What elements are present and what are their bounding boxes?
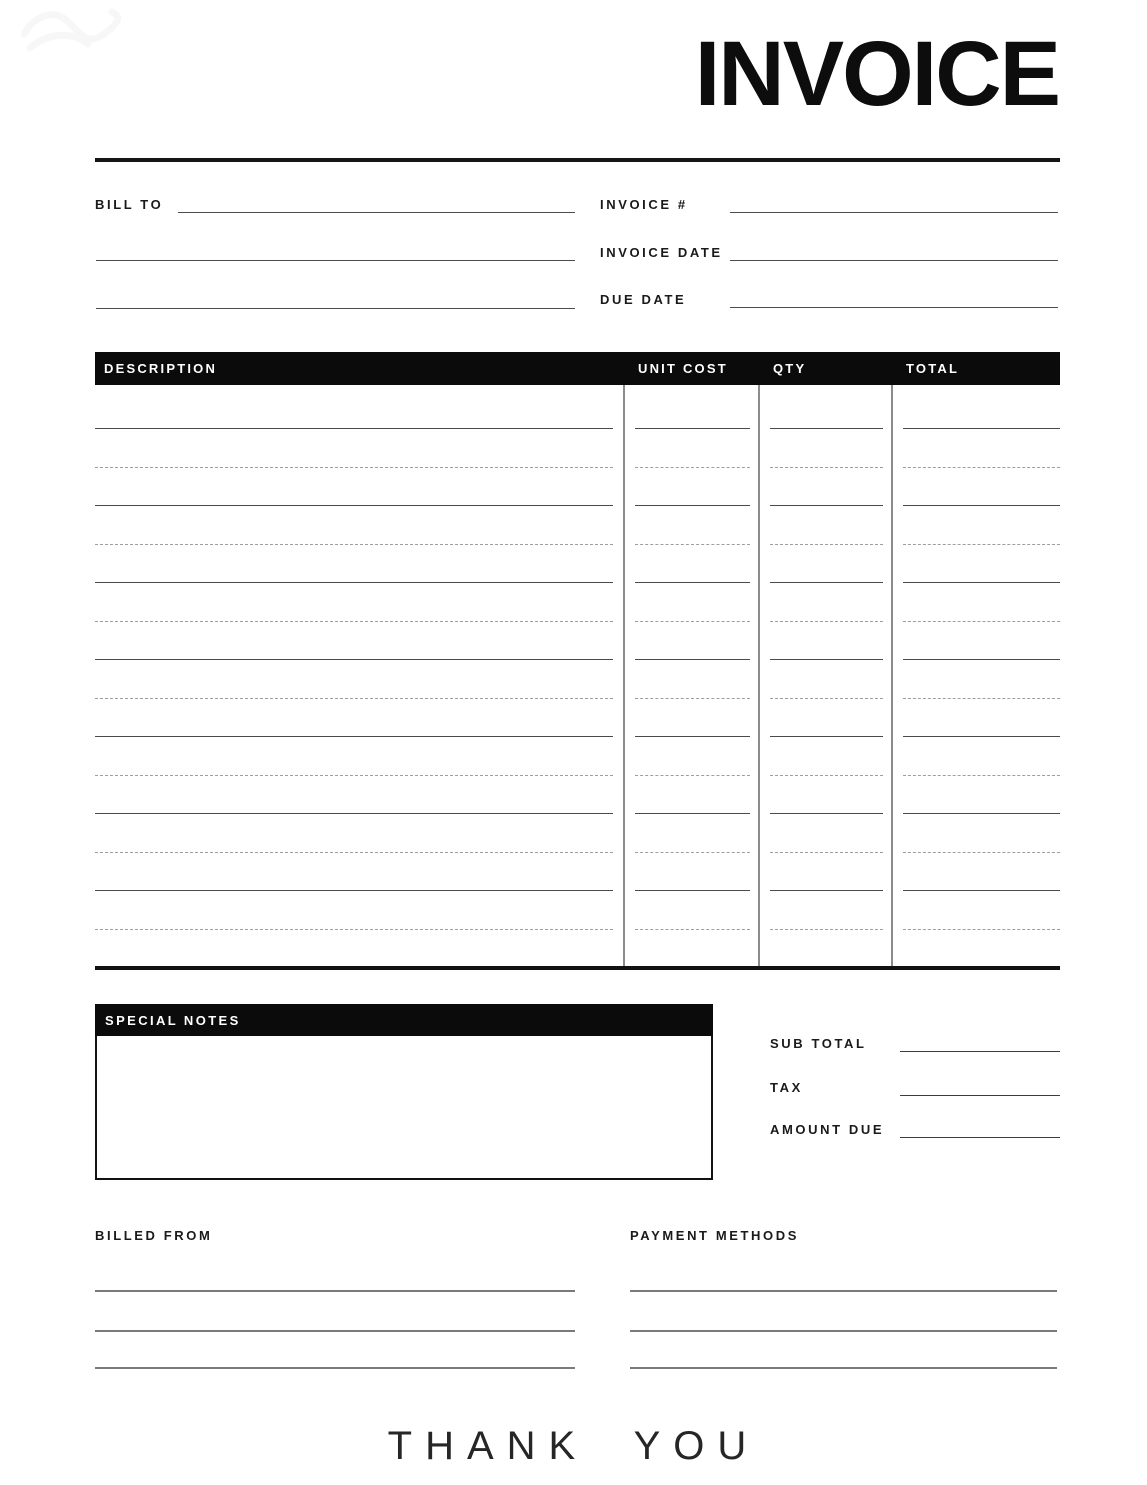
item-total-field[interactable] [893, 622, 1060, 661]
item-row-13 [95, 853, 1060, 892]
item-unit-cost-field[interactable] [625, 468, 760, 507]
item-total-field[interactable] [893, 506, 1060, 545]
item-qty-field[interactable] [760, 699, 893, 738]
item-row-4 [95, 506, 1060, 545]
item-description-field[interactable] [95, 853, 625, 892]
column-divider-1 [623, 385, 625, 966]
item-total-field[interactable] [893, 699, 1060, 738]
invoice-number-row [600, 192, 1058, 213]
item-unit-cost-field[interactable] [625, 814, 760, 853]
payment-methods-label: PAYMENT METHODS [630, 1228, 800, 1243]
invoice-date-field[interactable] [730, 239, 1058, 261]
item-row-5 [95, 545, 1060, 584]
due-date-field[interactable] [730, 286, 1058, 308]
invoice-date-row [600, 240, 1058, 261]
bill-to-line-2[interactable] [96, 260, 575, 261]
item-total-field[interactable] [893, 583, 1060, 622]
item-qty-field[interactable] [760, 506, 893, 545]
items-table-header [95, 352, 1060, 385]
item-unit-cost-field[interactable] [625, 622, 760, 661]
special-notes-header [95, 1004, 713, 1036]
page-title: INVOICE [694, 23, 1059, 125]
column-divider-2 [758, 385, 760, 966]
item-description-field[interactable] [95, 699, 625, 738]
item-qty-field[interactable] [760, 583, 893, 622]
item-description-field[interactable] [95, 891, 625, 930]
write-line [635, 929, 750, 930]
item-total-field[interactable] [893, 853, 1060, 892]
item-unit-cost-field[interactable] [625, 583, 760, 622]
item-qty-field[interactable] [760, 622, 893, 661]
item-row-8 [95, 660, 1060, 699]
item-description-field[interactable] [95, 814, 625, 853]
item-description-field[interactable] [95, 391, 625, 430]
billed-from-line-3[interactable] [95, 1367, 575, 1369]
item-total-field[interactable] [893, 468, 1060, 507]
tax-field[interactable] [900, 1074, 1060, 1096]
payment-methods-line-3[interactable] [630, 1367, 1057, 1369]
sub-total-label: SUB TOTAL [770, 1036, 867, 1051]
item-qty-field[interactable] [760, 853, 893, 892]
item-qty-field[interactable] [760, 660, 893, 699]
due-date-row [600, 287, 1058, 308]
billed-from-line-1[interactable] [95, 1290, 575, 1292]
sub-total-field[interactable] [900, 1030, 1060, 1052]
invoice-date-label: INVOICE DATE [600, 245, 723, 260]
payment-methods-line-1[interactable] [630, 1290, 1057, 1292]
item-row-2 [95, 429, 1060, 468]
item-total-field[interactable] [893, 891, 1060, 930]
bill-to-field[interactable] [178, 191, 575, 213]
item-qty-field[interactable] [760, 429, 893, 468]
item-unit-cost-field[interactable] [625, 776, 760, 815]
items-table [95, 352, 1060, 970]
item-row-3 [95, 468, 1060, 507]
item-description-field[interactable] [95, 468, 625, 507]
column-divider-3 [891, 385, 893, 966]
item-qty-field[interactable] [760, 391, 893, 430]
write-line [95, 929, 613, 930]
special-notes-section [95, 1004, 713, 1180]
item-qty-field[interactable] [760, 468, 893, 507]
item-total-field[interactable] [893, 429, 1060, 468]
item-unit-cost-field[interactable] [625, 737, 760, 776]
bill-to-row [95, 192, 575, 213]
write-line [903, 929, 1060, 930]
header-rule [95, 158, 1060, 162]
item-row-9 [95, 699, 1060, 738]
item-qty-field[interactable] [760, 891, 893, 930]
item-description-field[interactable] [95, 660, 625, 699]
items-table-body [95, 385, 1060, 970]
item-row-12 [95, 814, 1060, 853]
item-row-14 [95, 891, 1060, 930]
item-row-6 [95, 583, 1060, 622]
invoice-number-field[interactable] [730, 191, 1058, 213]
item-row-7 [95, 622, 1060, 661]
item-qty-field[interactable] [760, 814, 893, 853]
bill-to-line-3[interactable] [96, 308, 575, 309]
sub-total-row [770, 1031, 1060, 1052]
column-header-unit-cost: UNIT COST [638, 361, 728, 376]
item-total-field[interactable] [893, 545, 1060, 584]
item-row-11 [95, 776, 1060, 815]
write-line [770, 929, 883, 930]
item-total-field[interactable] [893, 776, 1060, 815]
bill-to-label: BILL TO [95, 197, 164, 212]
item-description-field[interactable] [95, 545, 625, 584]
payment-methods-line-2[interactable] [630, 1330, 1057, 1332]
item-description-field[interactable] [95, 506, 625, 545]
item-unit-cost-field[interactable] [625, 891, 760, 930]
item-unit-cost-field[interactable] [625, 853, 760, 892]
item-description-field[interactable] [95, 429, 625, 468]
amount-due-label: AMOUNT DUE [770, 1122, 885, 1137]
billed-from-line-2[interactable] [95, 1330, 575, 1332]
item-qty-field[interactable] [760, 545, 893, 584]
item-unit-cost-field[interactable] [625, 660, 760, 699]
item-description-field[interactable] [95, 622, 625, 661]
special-notes-area[interactable] [95, 1036, 713, 1180]
column-header-total: TOTAL [906, 361, 960, 376]
tax-label: TAX [770, 1080, 803, 1095]
amount-due-field[interactable] [900, 1116, 1060, 1138]
item-row-1 [95, 391, 1060, 430]
column-header-qty: QTY [773, 361, 807, 376]
item-total-field[interactable] [893, 391, 1060, 430]
special-notes-label: SPECIAL NOTES [105, 1012, 241, 1028]
item-qty-field[interactable] [760, 776, 893, 815]
invoice-number-label: INVOICE # [600, 197, 688, 212]
item-unit-cost-field[interactable] [625, 391, 760, 430]
column-header-description: DESCRIPTION [104, 361, 218, 376]
item-qty-field[interactable] [760, 737, 893, 776]
item-unit-cost-field[interactable] [625, 545, 760, 584]
tax-row [770, 1075, 1060, 1096]
due-date-label: DUE DATE [600, 292, 687, 307]
item-description-field[interactable] [95, 776, 625, 815]
amount-due-row [770, 1117, 1060, 1138]
item-description-field[interactable] [95, 583, 625, 622]
item-total-field[interactable] [893, 660, 1060, 699]
item-total-field[interactable] [893, 814, 1060, 853]
corner-smudge [16, 4, 126, 59]
item-row-10 [95, 737, 1060, 776]
billed-from-label: BILLED FROM [95, 1228, 213, 1243]
thank-you-text: THANK YOU [387, 1424, 760, 1468]
item-unit-cost-field[interactable] [625, 506, 760, 545]
item-unit-cost-field[interactable] [625, 429, 760, 468]
item-description-field[interactable] [95, 737, 625, 776]
item-unit-cost-field[interactable] [625, 699, 760, 738]
item-total-field[interactable] [893, 737, 1060, 776]
